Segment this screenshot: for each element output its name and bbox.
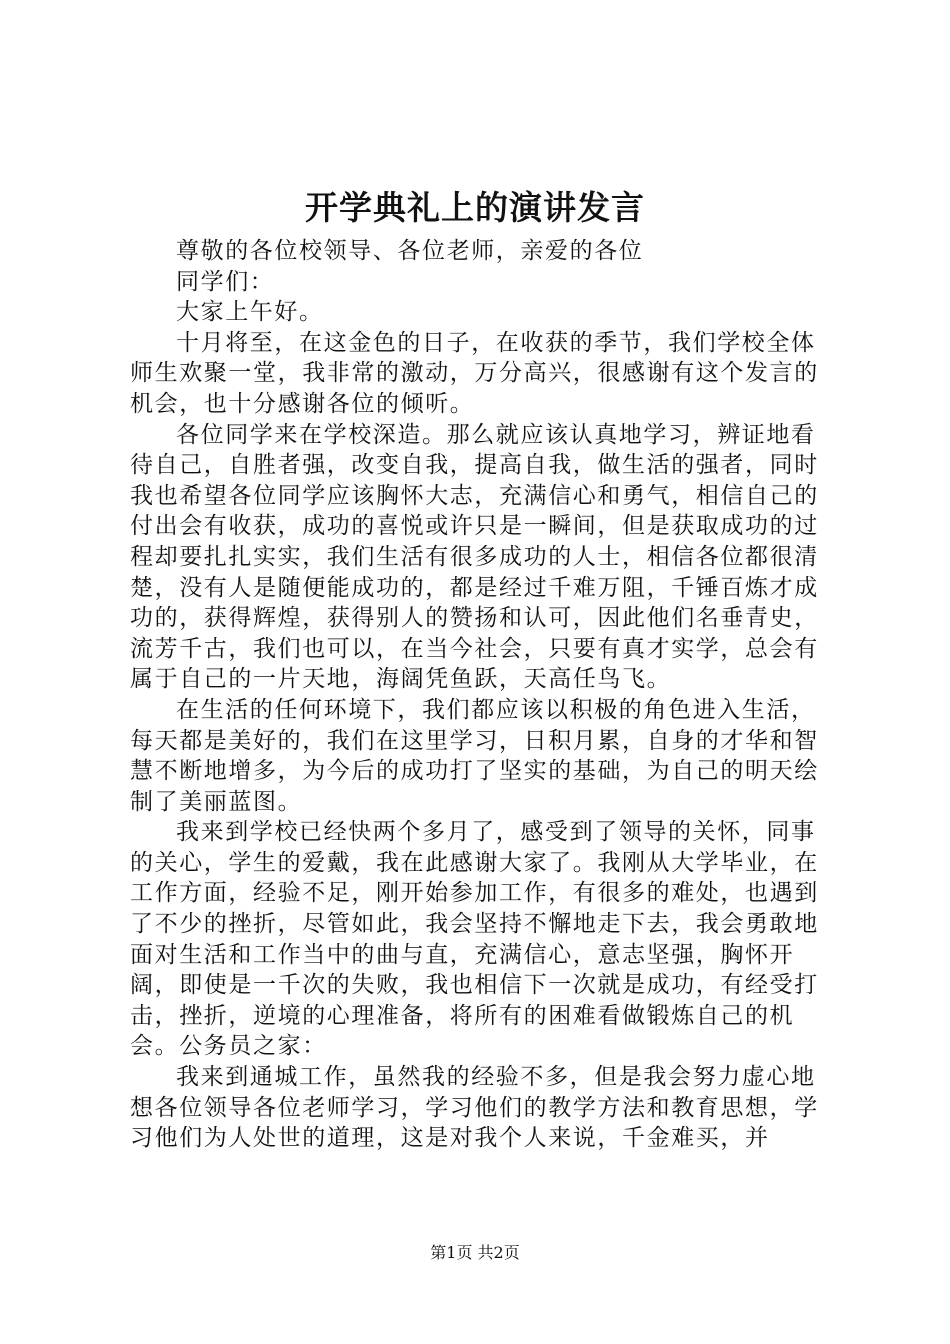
document-body [130, 236, 830, 1154]
document-title: 开学典礼上的演讲发言 [305, 188, 645, 227]
greeting-line-2: 同学们： [176, 268, 275, 295]
page-footer: 第1页 共2页 [430, 1243, 520, 1262]
paragraph: 十月将至，在这金色的日子，在收获的季节，我们学校全体师生欢聚一堂，我非常的激动，万分高兴，很感谢有这个发言的机会，也十分感谢各位的倾听。 [130, 329, 819, 417]
paragraph: 各位同学来在学校深造。那么就应该认真地学习，辨证地看待自己，自胜者强，改变自我，提高自我，做生活的强者，同时我也希望各位同学应该胸怀大志，充满信心和勇气，相信自己的付出会有收获，成功的喜悦或许只是一瞬间，但是获取成功的过程却要扎扎实实，我们生活有很多成功的人士，相信各位都很清楚，没有人是随便能成功的，都是经过千难万阻，千锤百炼才成功的，获得辉煌，获得别人的赞扬和认可，因此他们名垂青史，流芳千古，我们也可以，在当今社会，只要有真才实学，总会有属于自己的一片天地，海阔凭鱼跃，天高任鸟飞。 [130, 421, 819, 693]
paragraph: 我来到通城工作，虽然我的经验不多，但是我会努力虚心地想各位领导各位老师学习，学习他们的教学方法和教育思想，学习他们为人处世的道理，这是对我个人来说，千金难买，并 [130, 1064, 819, 1152]
paragraph: 大家上午好。 [176, 299, 324, 326]
greeting-line-1: 尊敬的各位校领导、各位老师，亲爱的各位 [176, 238, 644, 264]
paragraph: 在生活的任何环境下，我们都应该以积极的角色进入生活，每天都是美好的，我们在这里学习，日积月累，自身的才华和智慧不断地增多，为今后的成功打了坚实的基础，为自己的明天绘制了美丽蓝图。 [130, 696, 819, 815]
paragraph: 我来到学校已经快两个多月了，感受到了领导的关怀，同事的关心，学生的爱戴，我在此感谢大家了。我刚从大学毕业，在工作方面，经验不足，刚开始参加工作，有很多的难处，也遇到了不少的挫折，尽管如此，我会坚持不懈地走下去，我会勇敢地面对生活和工作当中的曲与直，充满信心，意志坚强，胸怀开阔，即使是一千次的失败，我也相信下一次就是成功，有经受打击，挫折，逆境的心理准备，将所有的困难看做锻炼自己的机会。公务员之家： [130, 819, 819, 1060]
